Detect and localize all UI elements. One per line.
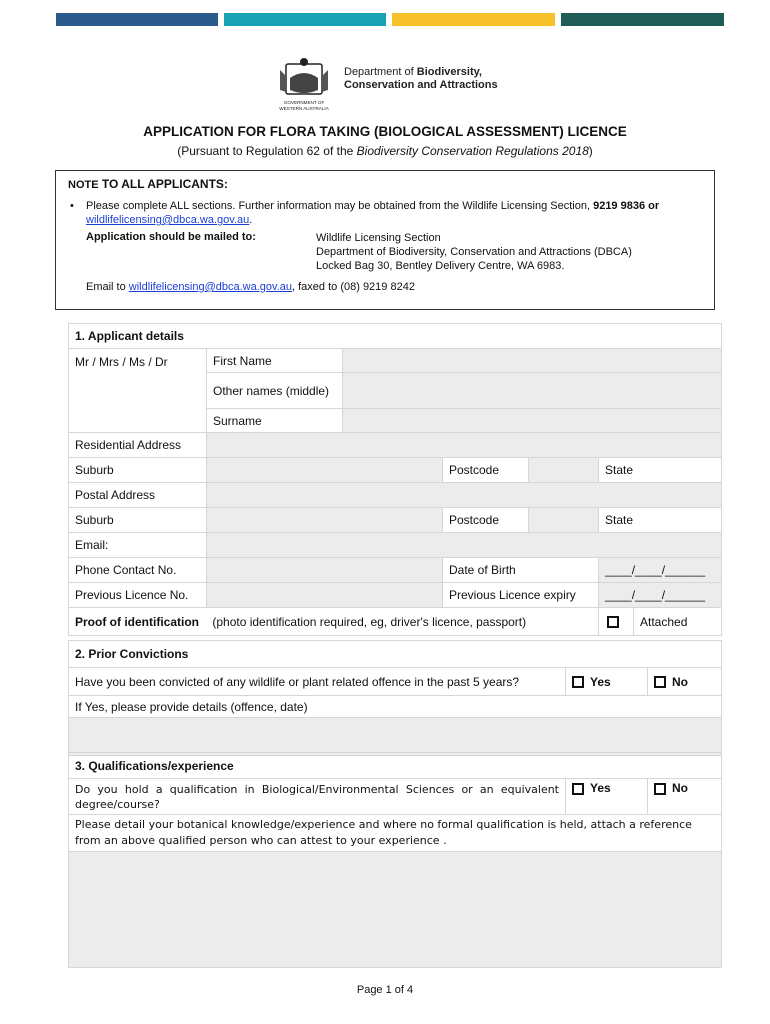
- convictions-details-input[interactable]: [69, 718, 722, 756]
- convictions-yes-option: [566, 668, 648, 696]
- page-number: Page 1 of 4: [356, 984, 414, 996]
- state-label: State: [599, 458, 722, 483]
- qualification-no-label: No: [672, 781, 688, 795]
- email-link[interactable]: wildlifelicensing@dbca.wa.gov.au: [128, 281, 293, 293]
- postal-suburb-label: Suburb: [69, 508, 207, 533]
- crest-caption-1: GOVERNMENT OF: [283, 100, 325, 105]
- mail-line3: Locked Bag 30, Bentley Delivery Centre, WA 6983.: [316, 260, 565, 272]
- qualification-yes-checkbox[interactable]: [572, 783, 584, 795]
- postal-address-label: Postal Address: [69, 483, 207, 508]
- suburb-label: Suburb: [69, 458, 207, 483]
- convictions-no-checkbox[interactable]: [654, 676, 666, 688]
- subtitle-suffix: ): [588, 144, 593, 158]
- page-title: APPLICATION FOR FLORA TAKING (BIOLOGICAL ASSESSMENT) LICENCE: [143, 124, 627, 139]
- phone-input[interactable]: [207, 558, 443, 583]
- bullet-phone: 9219 9836 or: [593, 200, 660, 212]
- note-heading-note: NOTE: [68, 179, 99, 191]
- proof-id-note: (photo identification required, eg, driver's licence, passport): [212, 614, 527, 629]
- residential-address-label: Residential Address: [69, 433, 207, 458]
- postal-state-label: State: [599, 508, 722, 533]
- subtitle-prefix: (Pursuant to Regulation 62 of the: [177, 144, 357, 158]
- bullet-end: .: [249, 214, 253, 226]
- header-strip-teal: [224, 13, 386, 26]
- attached-checkbox[interactable]: [607, 616, 619, 628]
- experience-input[interactable]: [69, 852, 722, 968]
- header-strip-green: [561, 13, 724, 26]
- mail-label: Application should be mailed to:: [86, 231, 256, 243]
- surname-label: Surname: [207, 409, 343, 433]
- email-input[interactable]: [207, 533, 722, 558]
- convictions-question: Have you been convicted of any wildlife or plant related offence in the past 5 years?: [69, 668, 566, 696]
- first-name-input[interactable]: [343, 349, 722, 373]
- note-bullet: [70, 199, 700, 227]
- note-bullet-text: [86, 199, 700, 227]
- qualification-no-checkbox[interactable]: [654, 783, 666, 795]
- header-strip-yellow: [392, 13, 555, 26]
- other-names-input[interactable]: [343, 373, 722, 409]
- experience-instructions: Please detail your botanical knowledge/experience and where no formal qualification is held, attach a reference from an above qualified person who can attest to your experience .: [69, 815, 722, 852]
- page-subtitle: [0, 144, 770, 158]
- convictions-yes-checkbox[interactable]: [572, 676, 584, 688]
- email-line: [86, 281, 415, 293]
- dept-line1-bold: Biodiversity,: [416, 66, 482, 78]
- qualification-yes-label: Yes: [590, 781, 611, 795]
- residential-address-input[interactable]: [207, 433, 722, 458]
- qualification-yes-option: [566, 779, 648, 815]
- qualification-no-option: [648, 779, 722, 815]
- dob-input[interactable]: ____/____/______: [599, 558, 722, 583]
- postal-address-input[interactable]: [207, 483, 722, 508]
- postcode-label: Postcode: [443, 458, 529, 483]
- prior-convictions-table: [68, 640, 722, 756]
- section1-heading: 1. Applicant details: [69, 324, 722, 349]
- bullet-text: Please complete ALL sections. Further information may be obtained from the Wildlife Licensing Section,: [86, 200, 594, 212]
- header-strip-blue: [56, 13, 218, 26]
- convictions-no-label: No: [672, 674, 688, 689]
- mail-line2: Department of Biodiversity, Conservation and Attractions (DBCA): [316, 246, 632, 258]
- postal-postcode-input[interactable]: [529, 508, 599, 533]
- attached-label: Attached: [634, 608, 722, 636]
- surname-input[interactable]: [343, 409, 722, 433]
- crest-caption-2: WESTERN AUSTRALIA: [279, 106, 329, 111]
- dept-line2: Conservation and Attractions: [344, 79, 498, 91]
- email-suffix: , faxed to (08) 9219 8242: [292, 281, 415, 293]
- dept-line1-prefix: Department of: [344, 66, 417, 78]
- section3-heading: 3. Qualifications/experience: [69, 753, 722, 779]
- prev-licence-input[interactable]: [207, 583, 443, 608]
- prev-expiry-label: Previous Licence expiry: [443, 583, 599, 608]
- convictions-yes-label: Yes: [590, 674, 611, 689]
- department-logo: [272, 56, 512, 116]
- convictions-details-label: If Yes, please provide details (offence, date): [69, 696, 722, 718]
- title-label: Mr / Mrs / Ms / Dr: [69, 349, 207, 433]
- department-name: [344, 66, 498, 92]
- applicant-details-table: [68, 323, 722, 636]
- bullet-icon: •: [70, 200, 74, 212]
- email-label: Email:: [69, 533, 207, 558]
- section2-heading: 2. Prior Convictions: [69, 641, 722, 668]
- phone-label: Phone Contact No.: [69, 558, 207, 583]
- convictions-no-option: [648, 668, 722, 696]
- qualification-question: Do you hold a qualification in Biological/Environmental Sciences or an equivalent degree/course?: [69, 779, 566, 815]
- dob-label: Date of Birth: [443, 558, 599, 583]
- other-names-label: Other names (middle): [207, 373, 343, 409]
- wa-crest-icon: [272, 56, 336, 116]
- subtitle-regulation: Biodiversity Conservation Regulations 2018: [356, 144, 589, 158]
- note-box: [55, 170, 715, 310]
- note-heading-rest: TO ALL APPLICANTS:: [98, 177, 228, 191]
- qualifications-table: [68, 752, 722, 968]
- note-heading: [68, 177, 702, 191]
- postal-postcode-label: Postcode: [443, 508, 529, 533]
- postcode-input[interactable]: [529, 458, 599, 483]
- postal-suburb-input[interactable]: [207, 508, 443, 533]
- email-prefix: Email to: [86, 281, 129, 293]
- mail-line1: Wildlife Licensing Section: [316, 232, 441, 244]
- attached-checkbox-cell: [599, 608, 634, 636]
- bullet-email-link[interactable]: wildlifelicensing@dbca.wa.gov.au: [86, 214, 250, 226]
- mail-address: [316, 231, 632, 273]
- proof-id-row: [69, 608, 599, 636]
- prev-licence-label: Previous Licence No.: [69, 583, 207, 608]
- first-name-label: First Name: [207, 349, 343, 373]
- proof-id-label: Proof of identification: [75, 614, 199, 629]
- suburb-input[interactable]: [207, 458, 443, 483]
- prev-expiry-input[interactable]: ____/____/______: [599, 583, 722, 608]
